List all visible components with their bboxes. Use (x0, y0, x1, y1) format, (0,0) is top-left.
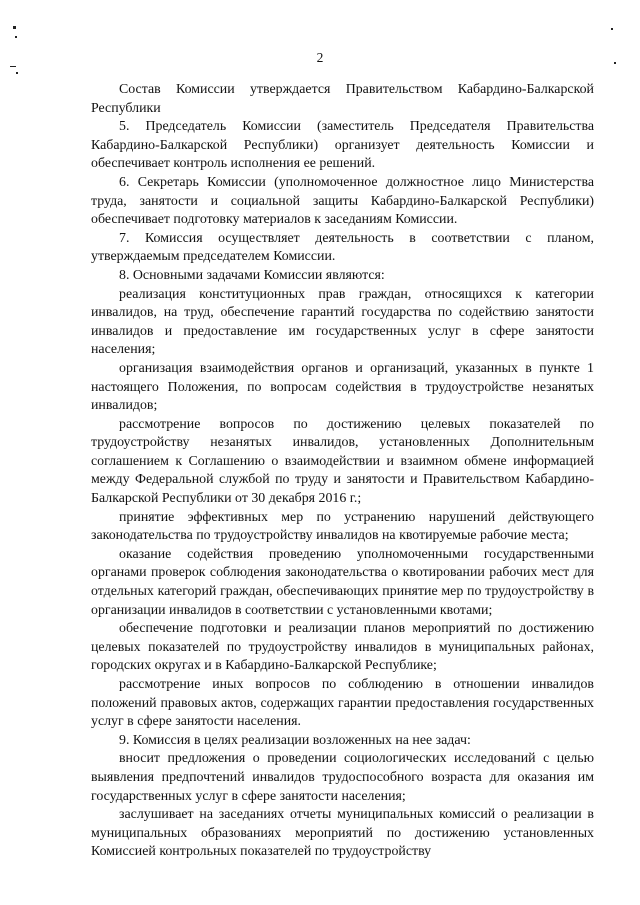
paragraph: рассмотрение вопросов по достижению целевых показателей по трудоустройству незанятых инвалидов, установленных Дополнительным соглашением к Соглашению о взаимодействии и взаимном обмене информацией между Федеральной службой по труду и занятости и Правительством Кабардино-Балкарской Республики от 30 декабря 2016 г.; (91, 416, 594, 507)
paragraph: 6. Секретарь Комиссии (уполномоченное должностное лицо Министерства труда, занятости и социальной защиты Кабардино-Балкарской Республики) обеспечивает подготовку материалов к заседаниям Комиссии. (91, 174, 594, 228)
page-number: 2 (316, 50, 324, 65)
paragraph: реализация конституционных прав граждан, относящихся к категории инвалидов, на труд, обеспечение гарантий государства по содействию занятости инвалидов и предоставление им государственных услуг в сфере занятости населения; (91, 286, 594, 358)
paragraph: 8. Основными задачами Комиссии являются: (119, 267, 385, 283)
paragraph: заслушивает на заседаниях отчеты муниципальных комиссий о реализации в муниципальных образованиях мероприятий по достижению установленных Комиссией контрольных показателей по трудоустройству (91, 807, 594, 860)
paragraph: вносит предложения о проведении социологических исследований с целью выявления предпочтений инвалидов трудоспособного возраста для оказания им государственных услуг в сфере занятости населения; (91, 751, 594, 804)
paragraph: обеспечение подготовки и реализации планов мероприятий по достижению целевых показателей по трудоустройству инвалидов в муниципальных районах, городских округах и в Кабардино-Балкарской Республике; (91, 621, 594, 674)
scan-speck (10, 66, 16, 67)
scan-speck (13, 26, 16, 29)
paragraph: 9. Комиссия в целях реализации возложенных на нее задач: (119, 732, 471, 748)
paragraph: Состав Комиссии утверждается Правительством Кабардино-Балкарской Республики (91, 82, 594, 116)
paragraph: оказание содействия проведению уполномоченными государственными органами проверок соблюдения законодательства о квотировании рабочих мест для отдельных категорий граждан, обеспечивающих принятие мер по трудоустройству в организации инвалидов в соответствии с установленными квотами; (91, 546, 594, 618)
paragraph: принятие эффективных мер по устранению нарушений действующего законодательства по трудоустройству инвалидов на квотируемые рабочие места; (91, 509, 594, 544)
paragraph: организация взаимодействия органов и организаций, указанных в пункте 1 настоящего Положения, по вопросам содействия в трудоустройстве незанятых инвалидов; (91, 360, 594, 414)
scan-speck (611, 28, 613, 30)
paragraph: 5. Председатель Комиссии (заместитель Председателя Правительства Кабардино-Балкарской Республики) организует деятельность Комиссии и обеспечивает контроль исполнения ее решений. (91, 119, 594, 172)
scan-speck (16, 72, 18, 74)
document-body (91, 81, 594, 862)
paragraph: рассмотрение иных вопросов по соблюдению в отношении инвалидов положений правовых актов, содержащих гарантии предоставления государственных услуг в сфере занятости населения. (91, 677, 594, 730)
paragraph: 7. Комиссия осуществляет деятельность в соответствии с планом, утверждаемым председателем Комиссии. (91, 230, 594, 265)
scan-speck (15, 36, 17, 38)
